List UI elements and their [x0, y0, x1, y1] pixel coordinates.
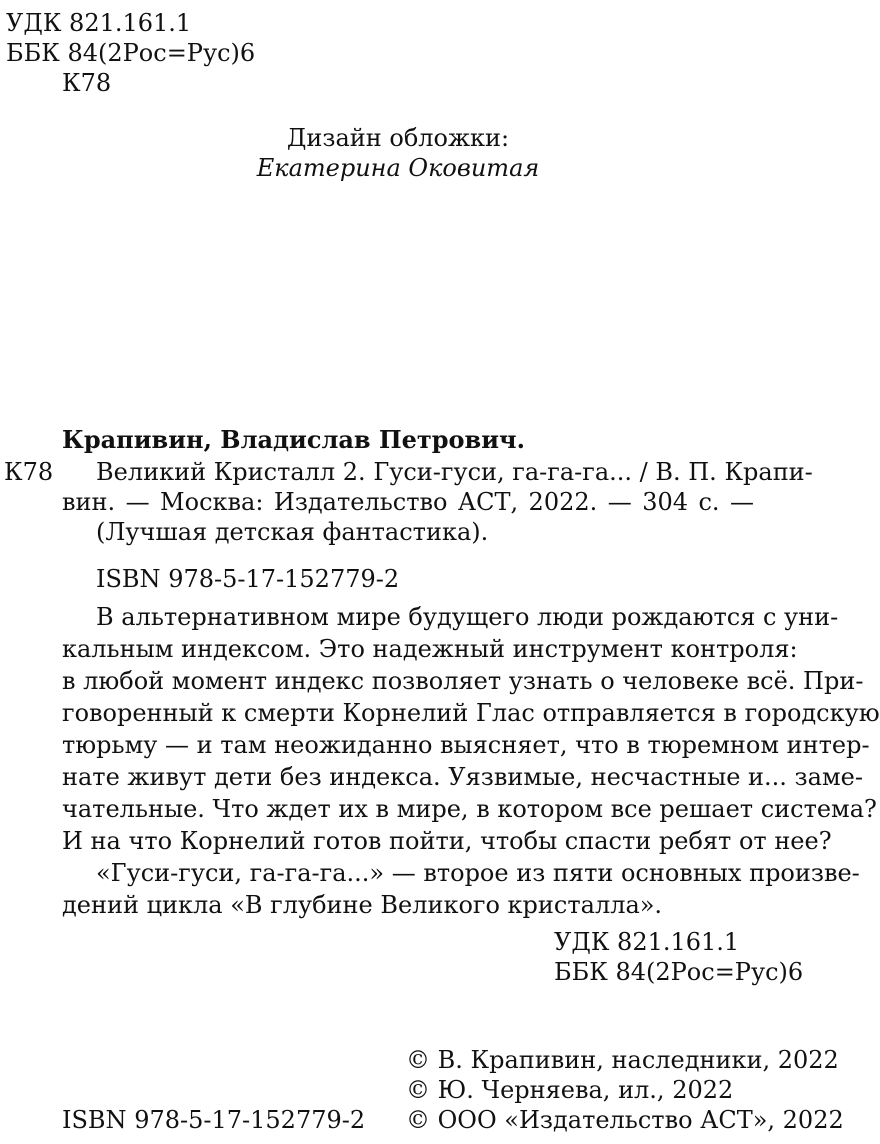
bbk-code-bottom: ББК 84(2Рос=Рус)6 [554, 958, 804, 986]
abstract-line: кальным индексом. Это надежный инструмент контроля: [62, 635, 798, 663]
abstract-line: В альтернативном мире будущего люди рождаются с уни- [96, 603, 839, 631]
entry-author-sign: К78 [4, 458, 54, 486]
cover-designer-name: Екатерина Оковитая [256, 154, 540, 182]
isbn-bottom: ISBN 978-5-17-152779-2 [62, 1106, 366, 1134]
bib-line: (Лучшая детская фантастика). [96, 518, 489, 546]
isbn: ISBN 978-5-17-152779-2 [96, 565, 400, 593]
udk-code: УДК 821.161.1 [6, 9, 192, 37]
abstract-line: И на что Корнелий готов пойти, чтобы спасти ребят от нее? [62, 827, 832, 855]
udk-code-bottom: УДК 821.161.1 [554, 928, 740, 956]
bib-line: вин. — Москва: Издательство АСТ, 2022. — 304 с. — [62, 488, 754, 516]
author-sign: К78 [62, 69, 112, 97]
bib-line: Великий Кристалл 2. Гуси-гуси, га-га-га... / В. П. Крапи- [96, 458, 813, 486]
cover-design-label: Дизайн обложки: [286, 124, 510, 152]
copyright-line: © ООО «Издательство АСТ», 2022 [406, 1106, 844, 1134]
abstract-line: дений цикла «В глубине Великого кристалла». [62, 891, 663, 919]
abstract-line: говоренный к смерти Корнелий Глас отправляется в городскую [62, 699, 880, 727]
abstract-line: чательные. Что ждет их в мире, в котором все решает система? [62, 795, 877, 823]
abstract-line: «Гуси-гуси, га-га-га...» — второе из пяти основных произве- [96, 859, 860, 887]
copyright-line: © В. Крапивин, наследники, 2022 [406, 1046, 839, 1074]
bbk-code: ББК 84(2Рос=Рус)6 [6, 39, 256, 67]
copyright-line: © Ю. Черняева, ил., 2022 [406, 1076, 734, 1104]
author-heading: Крапивин, Владислав Петрович. [62, 425, 525, 454]
abstract-line: в любой момент индекс позволяет узнать о человеке всё. При- [62, 667, 864, 695]
abstract-line: тюрьму — и там неожиданно выясняет, что в тюремном интер- [62, 731, 870, 759]
abstract-line: нате живут дети без индекса. Уязвимые, несчастные и... заме- [62, 763, 863, 791]
